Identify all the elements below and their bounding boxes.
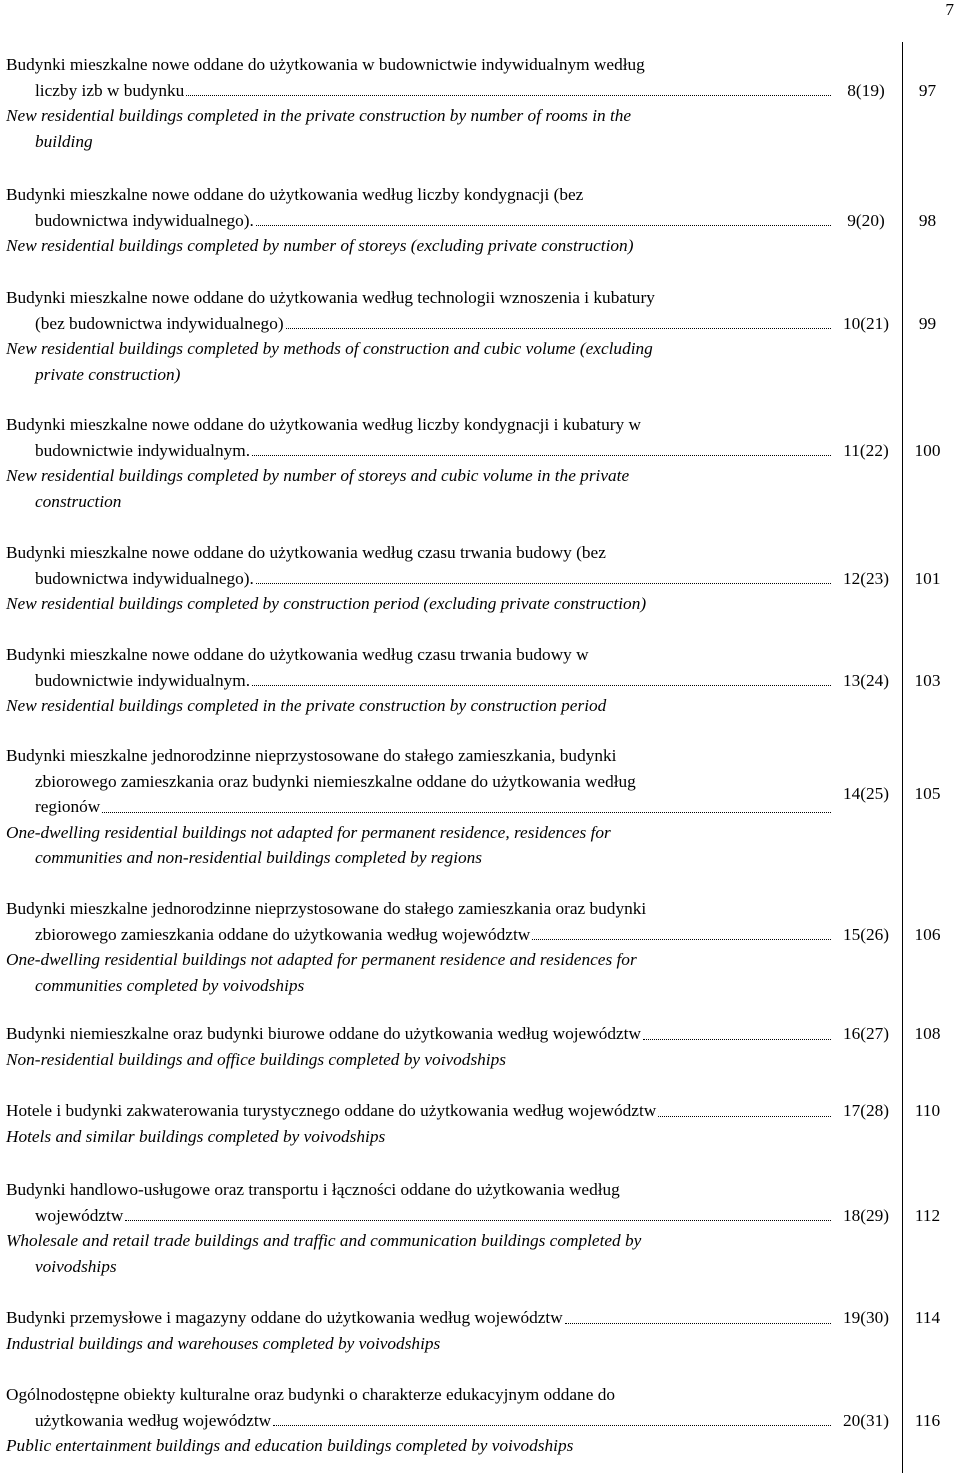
toc-entry[interactable] bbox=[0, 642, 960, 719]
entry-title-pl-line: Budynki mieszkalne nowe oddane do użytkowania według czasu trwania budowy (bez bbox=[6, 543, 606, 562]
table-number: 19(30) bbox=[842, 1308, 890, 1327]
page-ref[interactable]: 116 bbox=[914, 1410, 941, 1430]
toc-entry[interactable] bbox=[0, 52, 960, 154]
entry-title-pl-text: budownictwie indywidualnym. bbox=[35, 440, 251, 460]
table-number: 17(28) bbox=[842, 1101, 890, 1120]
toc-entry[interactable] bbox=[0, 412, 960, 514]
leader-dots bbox=[565, 1306, 831, 1324]
entry-title-pl-text: Hotele i budynki zakwaterowania turystycznego oddane do użytkowania według województw bbox=[6, 1101, 657, 1120]
entry-title-pl-text: Budynki przemysłowe i magazyny oddane do użytkowania według województw bbox=[6, 1308, 563, 1327]
leader-dots bbox=[125, 1203, 831, 1221]
entry-title-en-line: New residential buildings completed by construction period (excluding private construction) bbox=[6, 594, 647, 613]
entry-title-pl-line: Budynki mieszkalne nowe oddane do użytkowania według technologii wznoszenia i kubatury bbox=[6, 288, 655, 307]
table-number: 16(27) bbox=[842, 1024, 890, 1043]
entry-title-pl-text: budownictwa indywidualnego). bbox=[35, 210, 254, 230]
table-number: 14(25) bbox=[842, 784, 890, 803]
page-ref[interactable]: 98 bbox=[918, 210, 937, 230]
entry-title-pl-text: regionów bbox=[35, 797, 101, 816]
entry-title-pl-text: województw bbox=[35, 1205, 124, 1225]
entry-title-pl-line bbox=[0, 208, 831, 234]
toc-entry[interactable] bbox=[0, 285, 960, 387]
entry-title-en-line: private construction) bbox=[35, 364, 181, 384]
table-number: 12(23) bbox=[842, 568, 890, 588]
entry-title-pl-line bbox=[0, 1203, 831, 1229]
toc-entry[interactable] bbox=[0, 743, 960, 871]
page-ref[interactable]: 106 bbox=[914, 924, 941, 944]
entry-title-pl-line bbox=[0, 668, 831, 694]
entry-title-pl-line: Ogólnodostępne obiekty kulturalne oraz budynki o charakterze edukacyjnym oddane do bbox=[6, 1385, 615, 1404]
entry-title-en-line: New residential buildings completed by methods of construction and cubic volume (excluding bbox=[6, 339, 653, 358]
toc-entry[interactable] bbox=[0, 1177, 960, 1279]
table-number: 20(31) bbox=[842, 1410, 890, 1430]
toc-entry[interactable] bbox=[0, 1382, 960, 1459]
entry-title-pl-line bbox=[0, 78, 831, 104]
entry-title-pl-line bbox=[0, 922, 831, 948]
entry-title-en-line: communities completed by voivodships bbox=[35, 975, 305, 995]
leader-dots bbox=[186, 78, 831, 96]
leader-dots bbox=[252, 438, 831, 456]
entry-title-pl-line: Budynki mieszkalne nowe oddane do użytkowania według liczby kondygnacji (bez bbox=[6, 185, 584, 204]
entry-title-en-line: construction bbox=[35, 491, 122, 511]
entry-title-pl-line bbox=[0, 566, 831, 592]
entry-title-pl-line bbox=[0, 1098, 831, 1124]
toc-entry[interactable] bbox=[0, 1021, 960, 1072]
page-ref[interactable]: 99 bbox=[918, 313, 937, 333]
toc-entry[interactable] bbox=[0, 896, 960, 998]
table-number: 8(19) bbox=[847, 80, 885, 100]
table-number: 18(29) bbox=[842, 1205, 890, 1225]
entry-title-pl-line: Budynki mieszkalne jednorodzinne nieprzystosowane do stałego zamieszkania, budynki bbox=[6, 746, 617, 765]
entry-title-pl-line: Budynki mieszkalne nowe oddane do użytkowania w budownictwie indywidualnym według bbox=[6, 55, 645, 74]
entry-title-pl-line bbox=[0, 794, 831, 820]
table-number: 11(22) bbox=[843, 440, 889, 460]
toc-entry[interactable] bbox=[0, 182, 960, 259]
table-number: 13(24) bbox=[842, 670, 890, 690]
table-number: 10(21) bbox=[842, 313, 890, 333]
page-ref[interactable]: 112 bbox=[914, 1205, 941, 1225]
entry-title-en-line: New residential buildings completed by number of storeys (excluding private construction) bbox=[6, 236, 634, 255]
page-ref[interactable]: 100 bbox=[914, 440, 941, 460]
entry-title-pl-line bbox=[0, 311, 831, 337]
page-ref[interactable]: 105 bbox=[914, 784, 941, 803]
page-ref[interactable]: 108 bbox=[914, 1024, 941, 1043]
entry-title-en-line: Wholesale and retail trade buildings and traffic and communication buildings completed by bbox=[6, 1231, 642, 1250]
leader-dots bbox=[286, 311, 831, 329]
entry-title-pl-line: Budynki handlowo-usługowe oraz transportu i łączności oddane do użytkowania według bbox=[6, 1180, 620, 1199]
entry-title-pl-text: liczby izb w budynku bbox=[35, 80, 185, 100]
entry-title-en-line: voivodships bbox=[35, 1256, 117, 1276]
page-ref[interactable]: 114 bbox=[914, 1308, 941, 1327]
page-ref[interactable]: 97 bbox=[918, 80, 937, 100]
entry-title-en-line: Non-residential buildings and office buildings completed by voivodships bbox=[6, 1049, 506, 1069]
entry-title-en-line: One-dwelling residential buildings not adapted for permanent residence, residences for bbox=[6, 822, 611, 842]
leader-dots bbox=[256, 208, 831, 226]
entry-title-pl-line bbox=[0, 1021, 831, 1047]
leader-dots bbox=[643, 1022, 831, 1040]
page-ref[interactable]: 110 bbox=[914, 1101, 941, 1120]
entry-title-pl-text: zbiorowego zamieszkania oddane do użytkowania według województw bbox=[35, 924, 531, 944]
entry-title-en-line: building bbox=[35, 131, 93, 151]
entry-title-pl-line: Budynki mieszkalne nowe oddane do użytkowania według czasu trwania budowy w bbox=[6, 645, 589, 664]
entry-title-pl-line bbox=[0, 1408, 831, 1434]
leader-dots bbox=[658, 1099, 831, 1117]
entry-title-en-line: One-dwelling residential buildings not adapted for permanent residence and residences for bbox=[6, 950, 637, 969]
leader-dots bbox=[256, 566, 831, 584]
entry-title-en-line: communities and non-residential buildings completed by regions bbox=[35, 848, 483, 867]
table-number: 15(26) bbox=[842, 924, 890, 944]
entry-title-pl-text: budownictwie indywidualnym. bbox=[35, 670, 251, 690]
entry-title-pl-text: użytkowania według województw bbox=[35, 1410, 272, 1430]
entry-title-en-line: Industrial buildings and warehouses completed by voivodships bbox=[6, 1333, 441, 1353]
leader-dots bbox=[273, 1408, 831, 1426]
leader-dots bbox=[532, 922, 831, 940]
entry-title-pl-text: Budynki niemieszkalne oraz budynki biurowe oddane do użytkowania według województw bbox=[6, 1024, 641, 1043]
entry-title-en-line: New residential buildings completed in the private construction by number of rooms in the bbox=[6, 106, 632, 125]
entry-title-pl-line bbox=[0, 438, 831, 464]
leader-dots bbox=[252, 668, 831, 686]
page-ref[interactable]: 103 bbox=[914, 670, 941, 690]
entry-title-en-line: Hotels and similar buildings completed by voivodships bbox=[6, 1126, 386, 1146]
entry-title-en-line: New residential buildings completed in the private construction by construction period bbox=[6, 696, 607, 715]
toc-entry[interactable] bbox=[0, 1098, 960, 1149]
entry-title-pl-line: Budynki mieszkalne jednorodzinne nieprzystosowane do stałego zamieszkania oraz budynki bbox=[6, 899, 647, 918]
entry-title-pl-line: Budynki mieszkalne nowe oddane do użytkowania według liczby kondygnacji i kubatury w bbox=[6, 415, 641, 434]
page-number: 7 bbox=[945, 0, 954, 19]
toc-entry[interactable] bbox=[0, 540, 960, 617]
entry-title-en-line: New residential buildings completed by number of storeys and cubic volume in the private bbox=[6, 466, 630, 485]
entry-title-pl-text: budownictwa indywidualnego). bbox=[35, 568, 254, 588]
leader-dots bbox=[102, 795, 831, 813]
entry-title-pl-text: (bez budownictwa indywidualnego) bbox=[35, 313, 284, 333]
toc-entry[interactable] bbox=[0, 1305, 960, 1356]
entry-title-pl-line bbox=[0, 1305, 831, 1331]
entry-title-pl-line: zbiorowego zamieszkania oraz budynki niemieszkalne oddane do użytkowania według bbox=[35, 771, 636, 791]
table-number: 9(20) bbox=[847, 210, 885, 230]
entry-title-en-line: Public entertainment buildings and education buildings completed by voivodships bbox=[6, 1436, 574, 1455]
page-ref[interactable]: 101 bbox=[914, 568, 941, 588]
